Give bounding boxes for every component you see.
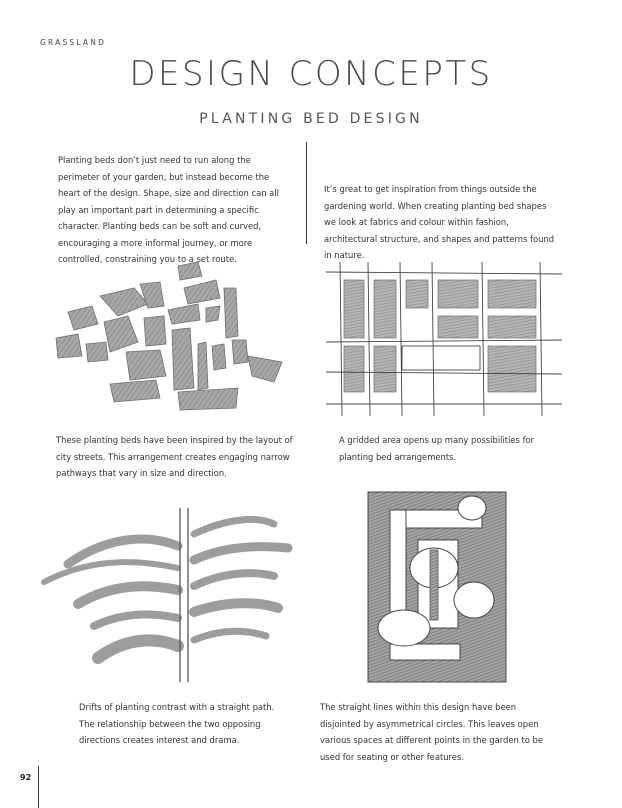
intro-paragraph-right: It’s great to get inspiration from things outside the gardening world. When creating planting bed shapes we look at fabrics and colour within fashion, architectural structure, and shapes and patterns found in nature. [324, 184, 555, 260]
section-label: GRASSLAND [40, 38, 107, 47]
page-number: 92 [20, 773, 32, 782]
caption-city-blocks: These planting beds have been inspired by the layout of city streets. This arrangement creates engaging narrow pathways that vary in size and direction. [56, 435, 293, 478]
intro-paragraph-left: Planting beds don’t just need to run along the perimeter of your garden, but instead become the heart of the design. Shape, size and direction can all play an important part in determining a specific character. Planting beds can be soft and curved, encouraging a more informal journey, or more controlled, constraining you to a set route. [58, 155, 279, 264]
page-subtitle: PLANTING BED DESIGN [199, 111, 423, 127]
page-title: DESIGN CONCEPTS [129, 54, 493, 94]
disjointed-circles-sketch-icon [364, 488, 510, 686]
drifts-sketch-icon [38, 506, 296, 684]
caption-disjointed-circles: The straight lines within this design have been disjointed by asymmetrical circles. This leaves open various spaces at different points in the garden to be used for seating or other features. [320, 702, 544, 762]
footer-rule [38, 766, 39, 808]
city-blocks-sketch-icon [48, 258, 296, 418]
caption-grid: A gridded area opens up many possibilities for planting bed arrangements. [339, 435, 535, 462]
grid-sketch-icon [326, 262, 562, 416]
caption-drifts: Drifts of planting contrast with a straight path. The relationship between the two opposing directions creates interest and drama. [79, 702, 275, 745]
column-divider [306, 142, 307, 244]
